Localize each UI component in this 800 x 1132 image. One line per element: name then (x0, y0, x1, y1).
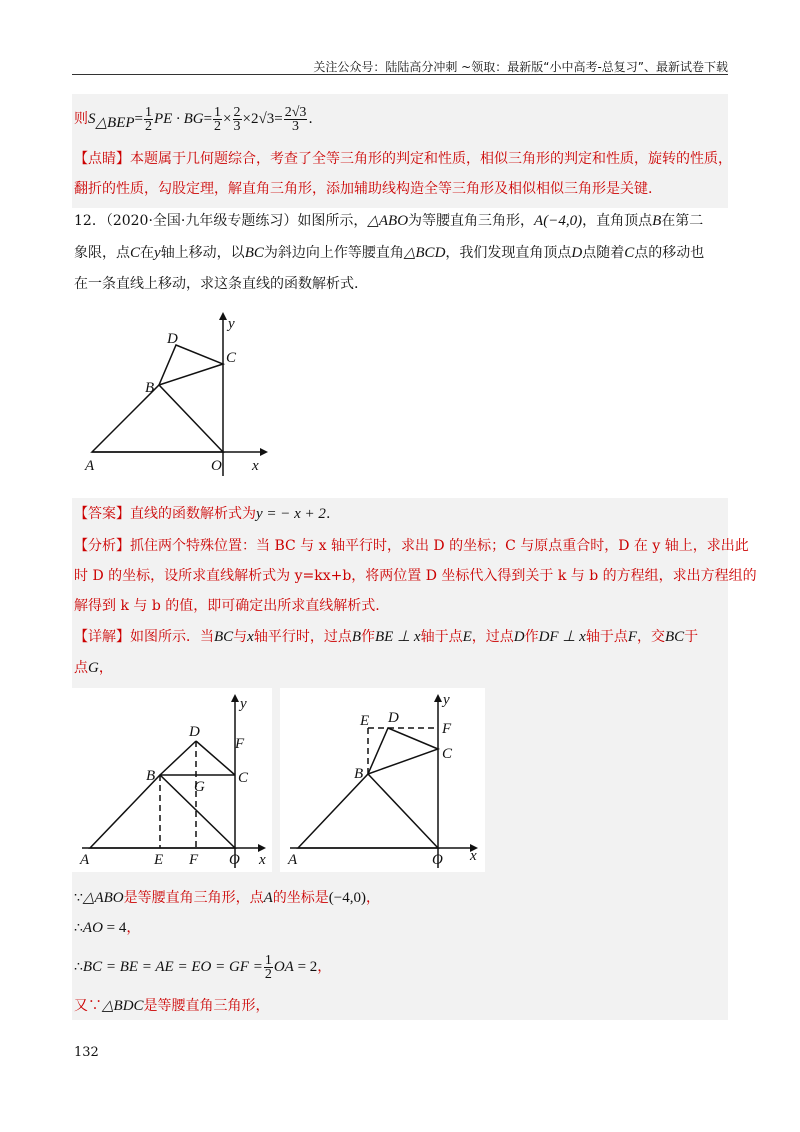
page-header: 关注公众号：陆陆高分冲刺 ~领取：最新版“小中高考-总复习”、最新试卷下载 (313, 60, 728, 74)
label-b: B (145, 380, 155, 396)
label-y: y (228, 316, 235, 332)
equals: = (134, 111, 143, 127)
times-two: ×2 (242, 111, 259, 127)
figure-1 (78, 312, 273, 482)
label-f-top: F (235, 736, 245, 752)
label-e: E (154, 852, 164, 868)
label-d: D (167, 331, 178, 347)
figure-3 (280, 688, 485, 872)
sqrt-three: √3 (258, 111, 275, 127)
equals: = (203, 111, 213, 127)
label-c: C (226, 350, 237, 366)
label-c: C (442, 746, 453, 762)
period: . (308, 111, 313, 127)
area-symbol: S (88, 111, 96, 127)
label-d: D (388, 710, 399, 726)
analysis-line-3: 解得到 k 与 b 的值，即可确定出所求直线解析式. (74, 598, 380, 614)
step-line-3: ∴BC = BE = AE = EO = GF = $\frac{1}{2}$ OA = 2， (74, 952, 332, 982)
comment-line-2: 翻折的性质，勾股定理，解直角三角形，添加辅助线构造全等三角形及相似相似三角形是关键. (74, 181, 653, 197)
label-a: A (85, 458, 95, 474)
label-o: O (229, 852, 240, 868)
step-line-2: ∴AO = 4， (74, 920, 141, 936)
question-line-2: 象限，点C在y轴上移动，以BC为斜边向上作等腰直角△BCD，我们发现直角顶点D点随着C点的移动也 (74, 245, 705, 261)
prev-solution-line (74, 101, 728, 141)
label-g: G (194, 779, 205, 795)
detail-line-2: 点G， (74, 660, 113, 676)
fraction-two-thirds: $\frac{2}{3}$ (233, 104, 241, 134)
label-o: O (211, 458, 222, 474)
answer-line: 【答案】直线的函数解析式为y = − x + 2. (74, 506, 331, 522)
label-f: F (442, 721, 452, 737)
label-o: O (432, 852, 443, 868)
label-b: B (146, 768, 156, 784)
label-b: B (354, 766, 364, 782)
analysis-line-1: 【分析】抓住两个特殊位置：当 BC 与 x 轴平行时，求出 D 的坐标；C 与原点重合时，D 在 y 轴上，求出此 (74, 538, 749, 554)
label-x: x (470, 848, 477, 864)
label-e: E (360, 713, 370, 729)
times: × (223, 111, 232, 127)
label-a: A (288, 852, 298, 868)
label-d: D (189, 724, 200, 740)
figure-2 (72, 688, 272, 872)
page-number: 132 (74, 1045, 99, 1060)
step-line-1: ∵△ABO是等腰直角三角形，点A的坐标是(−4,0)， (74, 890, 380, 906)
label-a: A (80, 852, 90, 868)
fraction-half: $\frac{1}{2}$ (145, 104, 152, 134)
area-subscript: △BEP (95, 114, 135, 131)
comment-line-1: 【点睛】本题属于几何题综合，考查了全等三角形的判定和性质，相似三角形的判定和性质，旋转的性质， (74, 151, 732, 167)
fraction-half-2: $\frac{1}{2}$ (214, 104, 222, 134)
equals: = (274, 111, 283, 127)
question-line-1: 12．（2020·全国·九年级专题练习）如图所示，△ABO为等腰直角三角形，A(−4,0)，直角顶点B在第二 (74, 213, 704, 229)
label-c: C (238, 770, 249, 786)
step-line-4: 又∵△BDC是等腰直角三角形， (74, 998, 270, 1014)
label-x: x (252, 458, 259, 474)
label-x: x (259, 852, 266, 868)
label-f-axis: F (189, 852, 199, 868)
analysis-line-2: 时 D 的坐标，设所求直线解析式为 y=kx+b，将两位置 D 坐标代入得到关于 k 与 b 的方程组，求出方程组的 (74, 568, 757, 584)
detail-line-1: 【详解】如图所示．当BC与x轴平行时，过点B作BE ⊥ x轴于点E，过点D作DF ⊥ x轴于点F，交BC于 (74, 629, 699, 645)
header-rule (72, 74, 728, 75)
pe-bg-term: PE · BG (154, 111, 204, 127)
fraction-result: $\frac{2√3}{3}$ (284, 104, 307, 134)
label-y: y (443, 692, 450, 708)
prefix-text: 则 (74, 111, 88, 127)
question-line-3: 在一条直线上移动，求这条直线的函数解析式. (74, 276, 359, 292)
label-y: y (240, 696, 247, 712)
